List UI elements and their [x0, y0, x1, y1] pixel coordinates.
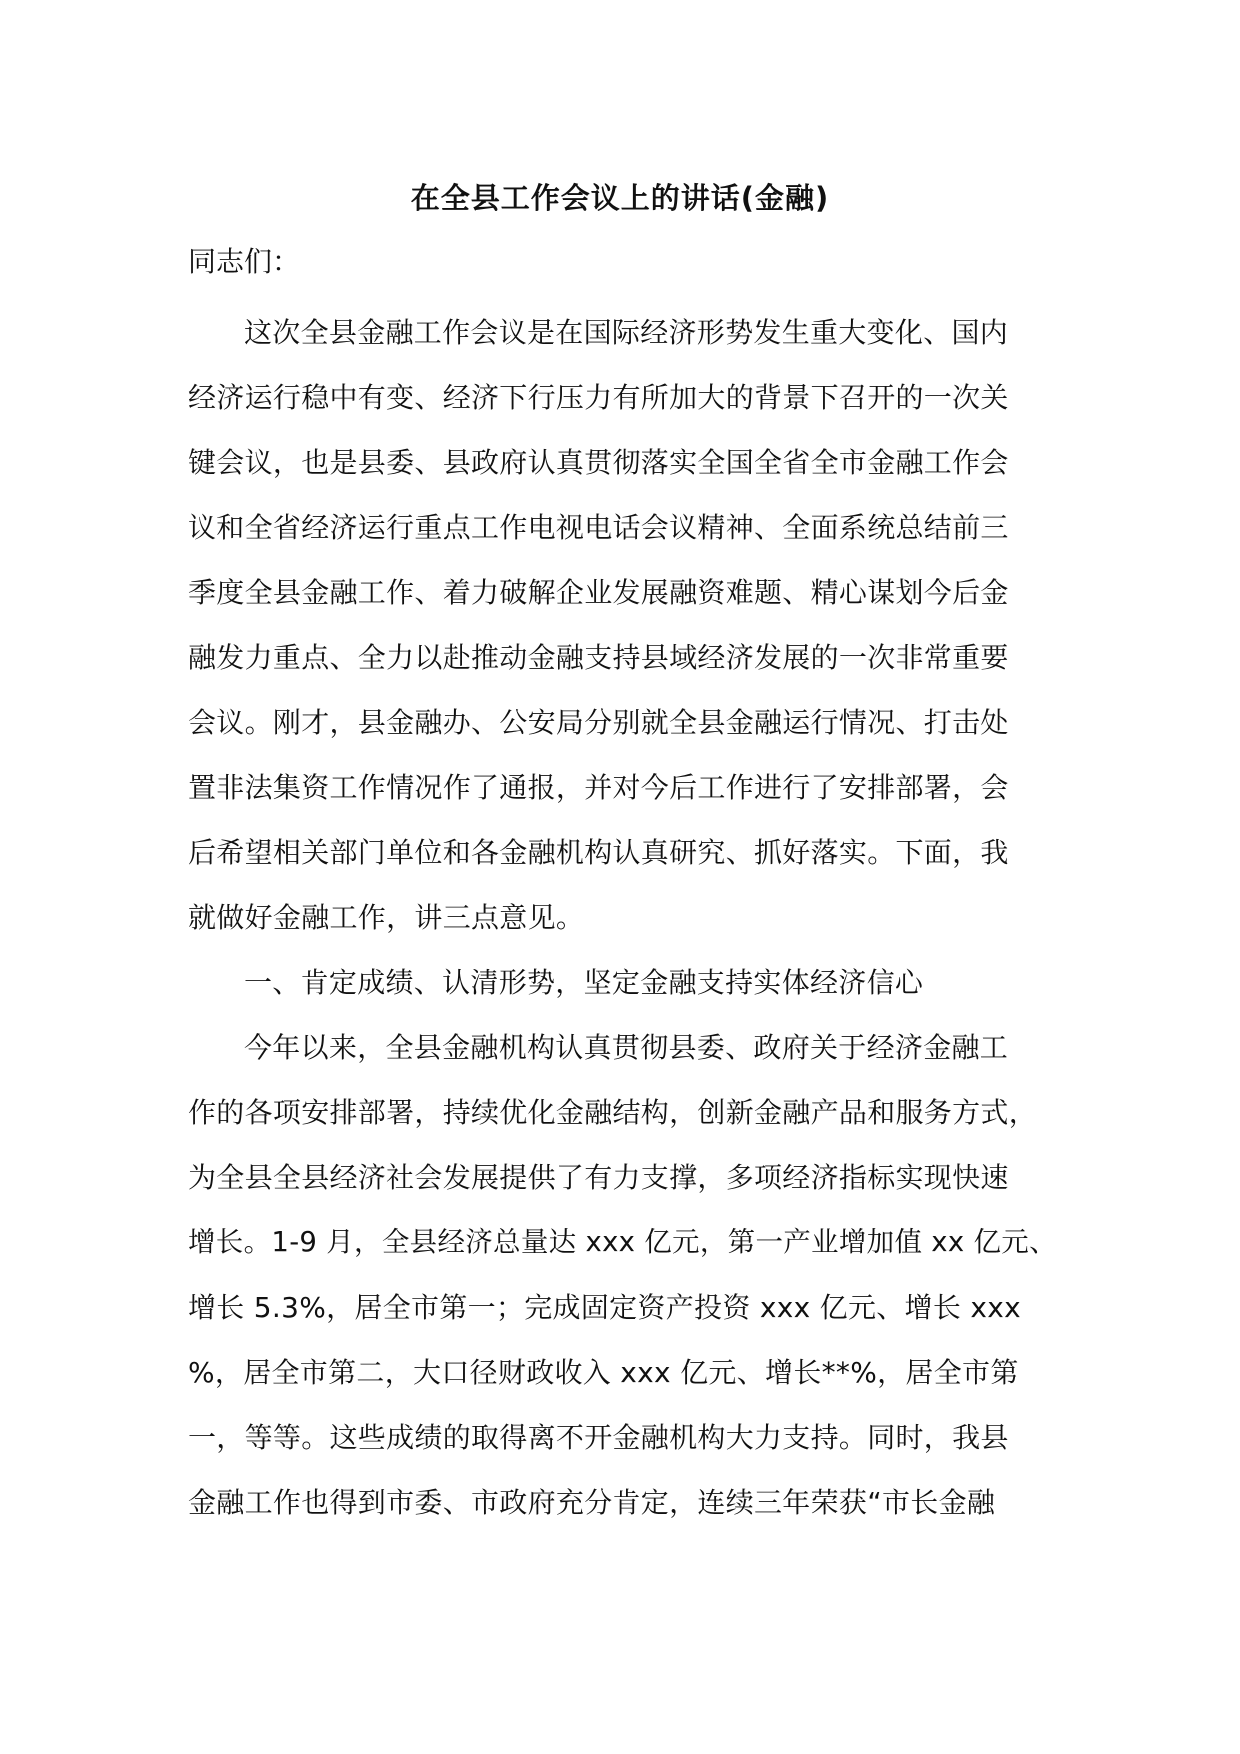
text-line: 金融工作也得到市委、市政府充分肯定，连续三年荣获“市长金融 — [188, 1486, 996, 1519]
text-line: 后希望相关部门单位和各金融机构认真研究、抓好落实。下面，我 — [188, 836, 1009, 869]
text-line: 议和全省经济运行重点工作电视电话会议精神、全面系统总结前三 — [188, 511, 1009, 544]
text-line: 增长。1-9 月，全县经济总量达 xxx 亿元，第一产业增加值 xx 亿元、 — [188, 1226, 1057, 1258]
text-line: 增长 5.3%，居全市第一；完成固定资产投资 xxx 亿元、增长 xxx — [188, 1291, 1021, 1324]
text-line: 为全县全县经济社会发展提供了有力支撑，多项经济指标实现快速 — [188, 1161, 1009, 1194]
salutation: 同志们： — [188, 245, 301, 278]
text-line: 置非法集资工作情况作了通报，并对今后工作进行了安排部署，会 — [188, 771, 1009, 804]
text-line: 经济运行稳中有变、经济下行压力有所加大的背景下召开的一次关 — [188, 381, 1009, 414]
text-line: 键会议，也是县委、县政府认真贯彻落实全国全省全市金融工作会 — [188, 446, 1009, 479]
text-line: 今年以来，全县金融机构认真贯彻县委、政府关于经济金融工 — [244, 1031, 1009, 1064]
text-line: 作的各项安排部署，持续优化金融结构，创新金融产品和服务方式， — [188, 1096, 1038, 1129]
body-text — [188, 300, 1058, 1535]
text-line: 一，等等。这些成绩的取得离不开金融机构大力支持。同时，我县 — [188, 1421, 1009, 1454]
text-line: 会议。刚才，县金融办、公安局分别就全县金融运行情况、打击处 — [188, 706, 1009, 739]
document-title: 在全县工作会议上的讲话(金融) — [410, 181, 830, 215]
text-line: %，居全市第二，大口径财政收入 xxx 亿元、增长**%，居全市第 — [188, 1356, 1019, 1389]
text-line: 融发力重点、全力以赴推动金融支持县域经济发展的一次非常重要 — [188, 641, 1009, 674]
text-line: 这次全县金融工作会议是在国际经济形势发生重大变化、国内 — [244, 316, 1009, 349]
text-line: 一、肯定成绩、认清形势，坚定金融支持实体经济信心 — [244, 966, 924, 999]
text-line: 季度全县金融工作、着力破解企业发展融资难题、精心谋划今后金 — [188, 576, 1009, 609]
text-line: 就做好金融工作，讲三点意见。 — [188, 901, 585, 934]
